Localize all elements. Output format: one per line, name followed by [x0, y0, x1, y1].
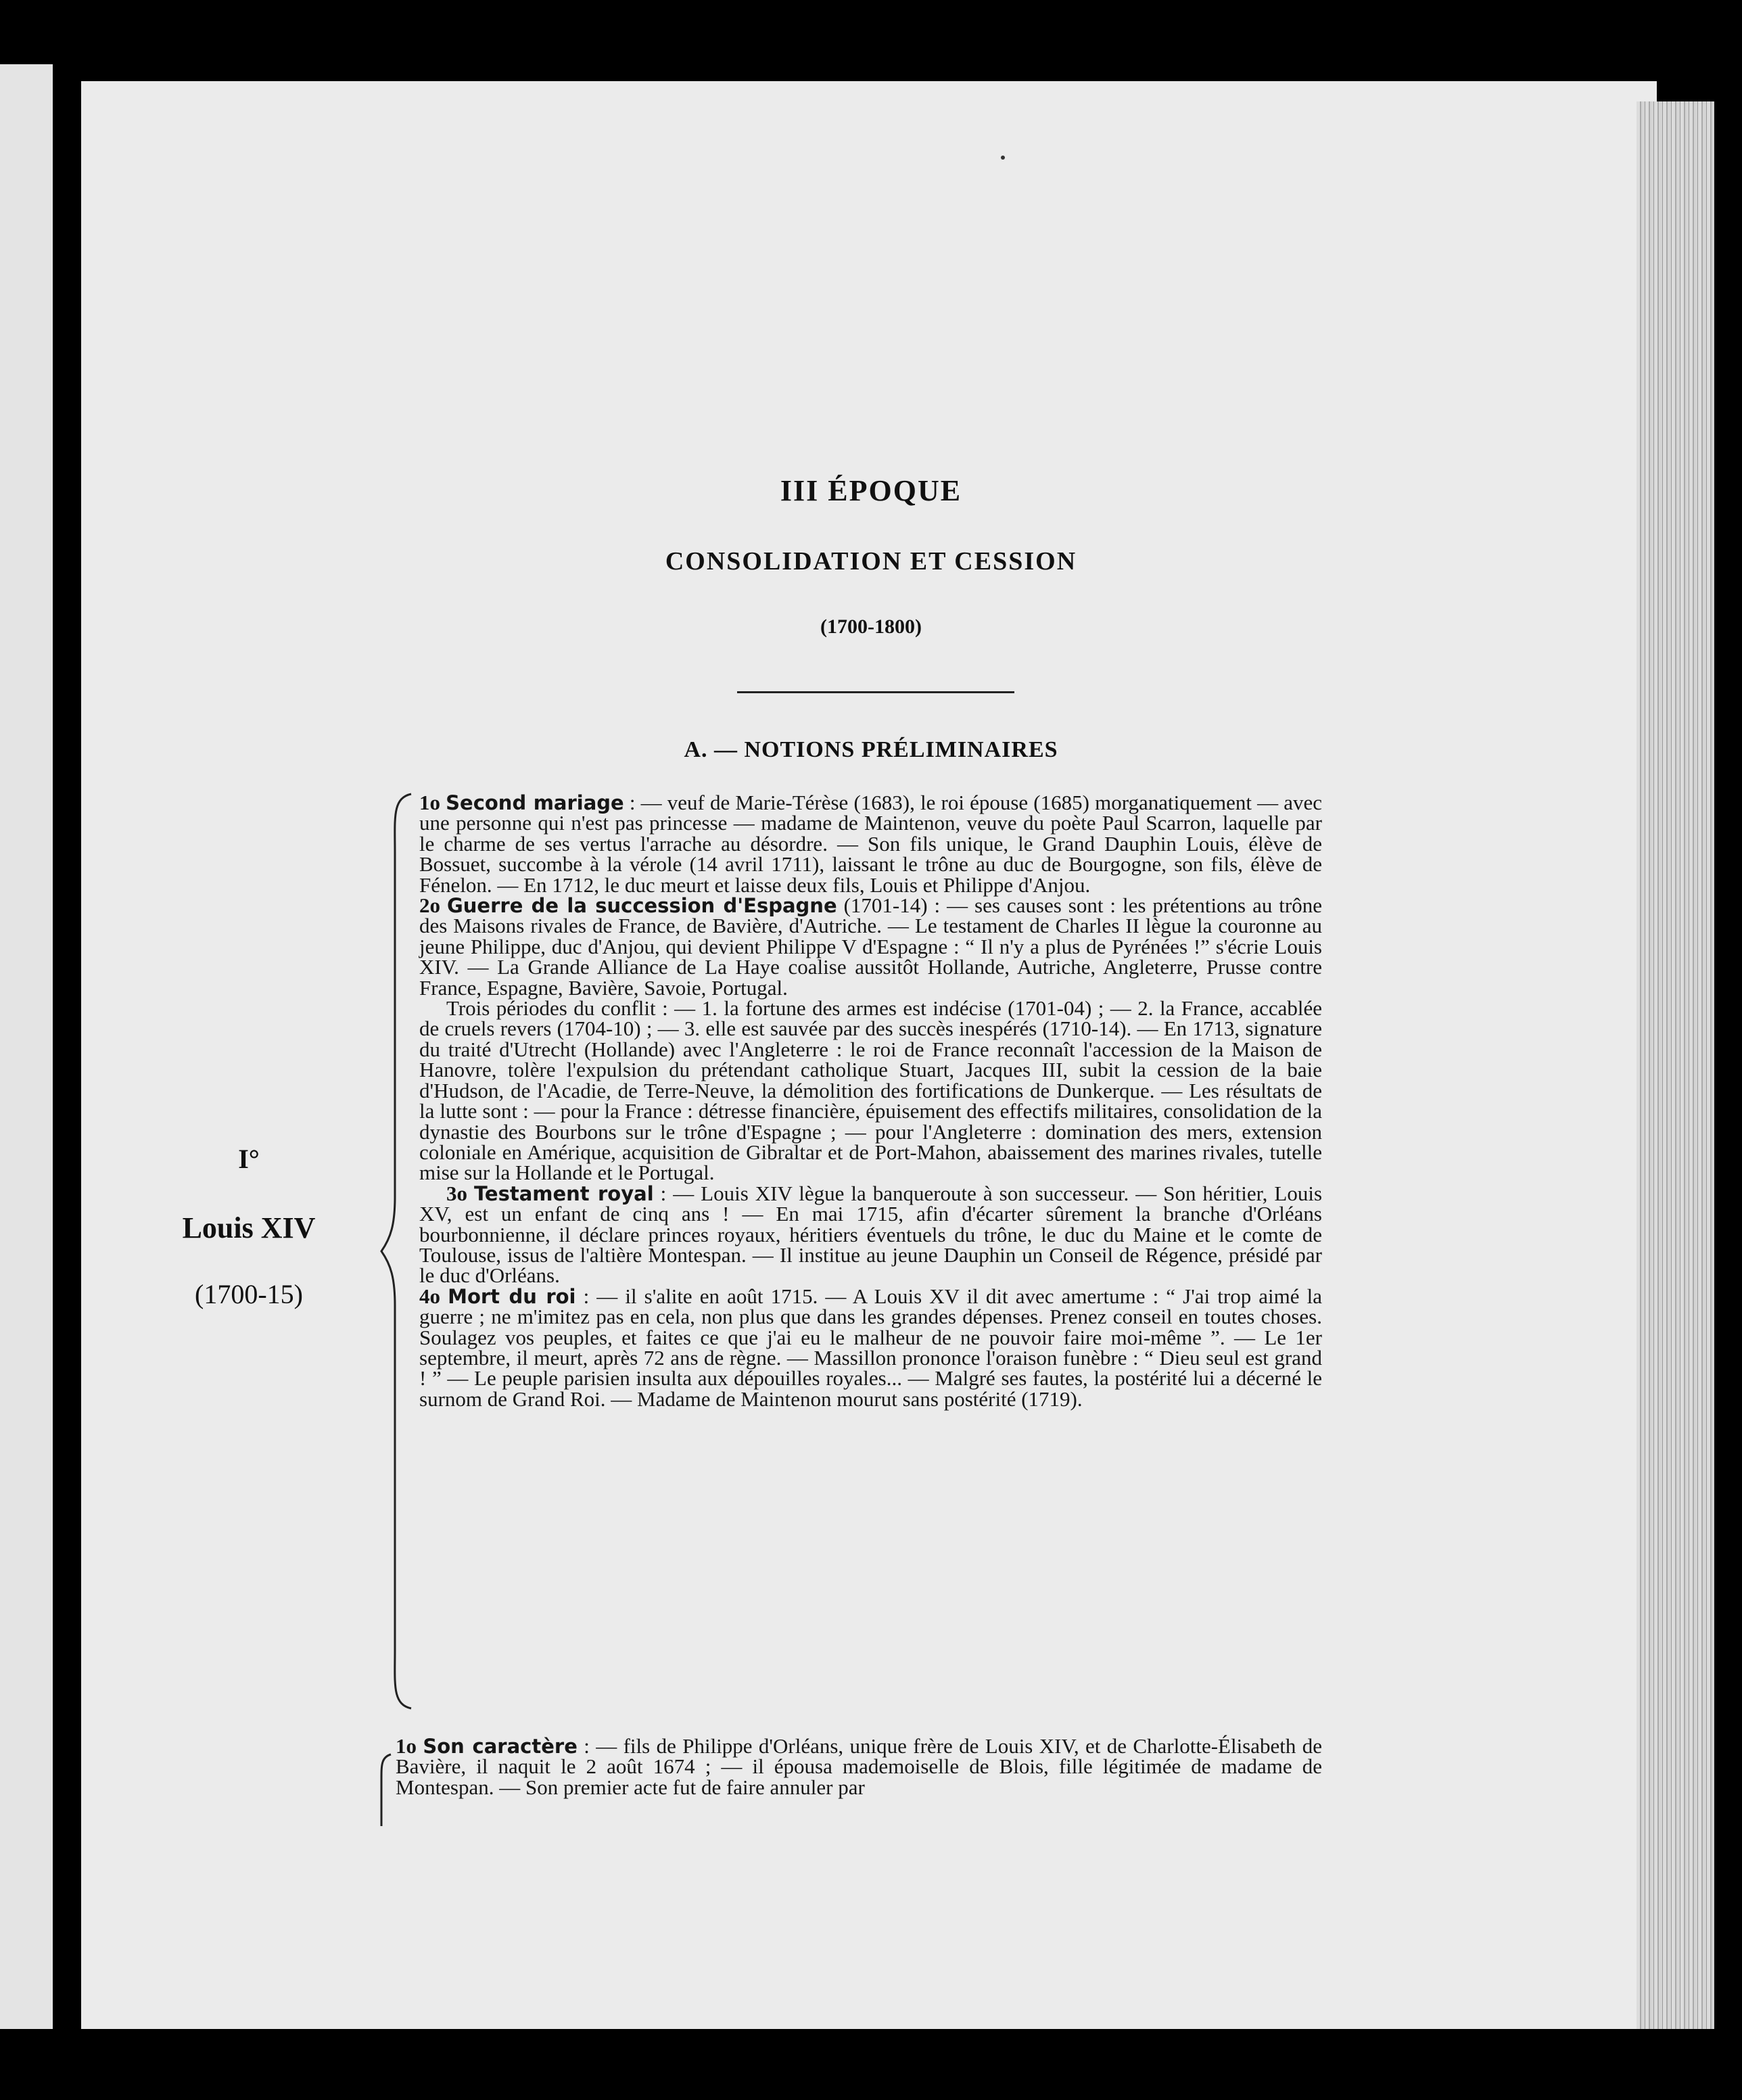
epoque-dates: (1700-1800): [820, 615, 922, 638]
paragraph-number: 1o: [419, 791, 446, 814]
curly-brace-icon: [379, 791, 419, 1711]
section-heading: A. — NOTIONS PRÉLIMINAIRES: [684, 737, 1058, 762]
page-speck: [1001, 156, 1005, 160]
paragraph-testament-royal: [419, 1181, 1323, 1288]
regent-text-block: [396, 1736, 1322, 1798]
paragraph-body: Trois périodes du conflit : — 1. la fortune des armes est indécise (1701-04) ; — 2. la France, accablée de cruels revers (1704-10) ; — 3. elle est sauvée par des succès inespérés (1710-14). — En 1713, signature du traité d'Utrecht (Hollande) avec l'Angleterre : le roi de France reconnaît l'accession de la Maison de Hanovre, tolère l'expulsion du prétendant catholique Stuart, Jacques III, subit la cession de la baie d'Hudson, de l'Acadie, de Terre-Neuve, la démolition des fortifications de Dunkerque. — Les résultats de la lutte sont : — pour la France : détresse financière, épuisement des effectifs militaires, consolidation de la dynastie des Bourbons sur le trône d'Espagne ; — pour l'Angleterre : domination des mers, extension coloniale en Amérique, acquisition de Gibraltar et de Port-Mahon, abaissement des marines rivales, tutelle mise sur la Hollande et le Portugal.: [419, 996, 1322, 1185]
paragraph-number: 3o: [446, 1181, 474, 1205]
paragraph-title: Guerre de la succession d'Espagne: [446, 894, 837, 918]
paragraph-number: 4o: [419, 1284, 448, 1308]
reign-numeral: I°: [238, 1144, 260, 1174]
paragraph-title: Son caractère: [423, 1735, 578, 1758]
paragraph-body: : — veuf de Marie-Térèse (1683), le roi épouse (1685) morganatiquement — avec une personne qui n'est pas princesse — madame de Maintenon, veuve du poète Paul Scarron, laquelle par le charme de ses vertus l'arrache au désordre. — Son fils unique, le Grand Dauphin Louis, élève de Bossuet, succombe à la vérole (14 avril 1711), laissant le trône au duc de Bourgogne, son fils, élève de Fénelon. — En 1712, le duc meurt et laisse deux fils, Louis et Philippe d'Anjou.: [419, 791, 1322, 897]
divider-rule: [737, 691, 1014, 693]
paragraph-trois-periodes: [419, 998, 1322, 1184]
paragraph-title: Second mariage: [446, 791, 624, 814]
paragraph-number: 2o: [419, 893, 447, 918]
paragraph-mort-du-roi: [419, 1286, 1322, 1409]
paragraph-body: (1701-14) : — ses causes sont : les prétentions au trône des Maisons rivales de France, de Bavière, d'Autriche. — Le testament de Charles II lègue la couronne au jeune Philippe, duc d'Anjou, qui devient Philippe V d'Espagne : “ Il n'y a plus de Pyrénées !” s'écrie Louis XIV. — La Grande Alliance de La Haye coalise aussitôt Hollande, Autriche, Angleterre, Prusse contre France, Espagne, Bavière, Savoie, Portugal.: [419, 893, 1322, 1000]
curly-brace-icon: [371, 1752, 398, 1833]
stacked-page-edges: [1637, 101, 1714, 2029]
paragraph-body: : — il s'alite en août 1715. — A Louis XV il dit avec amertume : “ J'ai trop aimé la guerre ; ne m'imitez pas en cela, non plus que dans les grandes dépenses. Prenez conseil en toutes choses. Soulagez vos peuples, et faites ce que j'ai eu le malheur de ne pouvoir faire moi-même ”. — Le 1er septembre, il meurt, après 72 ans de règne. — Massillon prononce l'oraison funèbre : “ Dieu seul est grand ! ” — Le peuple parisien insulta aux dépouilles royales... — Malgré ses fautes, la postérité lui a décerné le surnom de Grand Roi. — Madame de Maintenon mourut sans postérité (1719).: [419, 1284, 1322, 1411]
paragraph-body: : — Louis XIV lègue la banqueroute à son successeur. — Son héritier, Louis XV, est un enfant de cinq ans ! — En mai 1715, afin d'écarter sûrement la branche d'Orléans bourbonnienne, il déclare princes royaux, héritiers éventuels du trône, le duc du Maine et le comte de Toulouse, issus de l'altière Montespan. — Il institue au jeune Dauphin un Conseil de Régence, présidé par le duc d'Orléans.: [419, 1181, 1323, 1288]
reign-dates: (1700-15): [195, 1279, 303, 1309]
epoque-title: III ÉPOQUE: [780, 474, 962, 507]
paragraph-son-caractere: [396, 1736, 1322, 1798]
paragraph-number: 1o: [396, 1734, 423, 1758]
epoque-subtitle: CONSOLIDATION ET CESSION: [665, 547, 1077, 576]
paragraph-title: Testament royal: [473, 1182, 654, 1205]
paragraph-guerre-succession: [419, 895, 1322, 998]
notions-text-block: [419, 793, 1322, 1409]
paragraph-title: Mort du roi: [448, 1284, 576, 1308]
left-page-edge: [0, 64, 53, 2029]
paragraph-second-mariage: [419, 793, 1322, 895]
paragraph-body: : — fils de Philippe d'Orléans, unique frère de Louis XIV, et de Charlotte-Élisabeth de Bavière, il naquit le 2 août 1674 ; — il épousa mademoiselle de Blois, fille légitimée de madame de Montespan. — Son premier acte fut de faire annuler par: [396, 1734, 1323, 1799]
reign-name: Louis XIV: [182, 1211, 316, 1244]
